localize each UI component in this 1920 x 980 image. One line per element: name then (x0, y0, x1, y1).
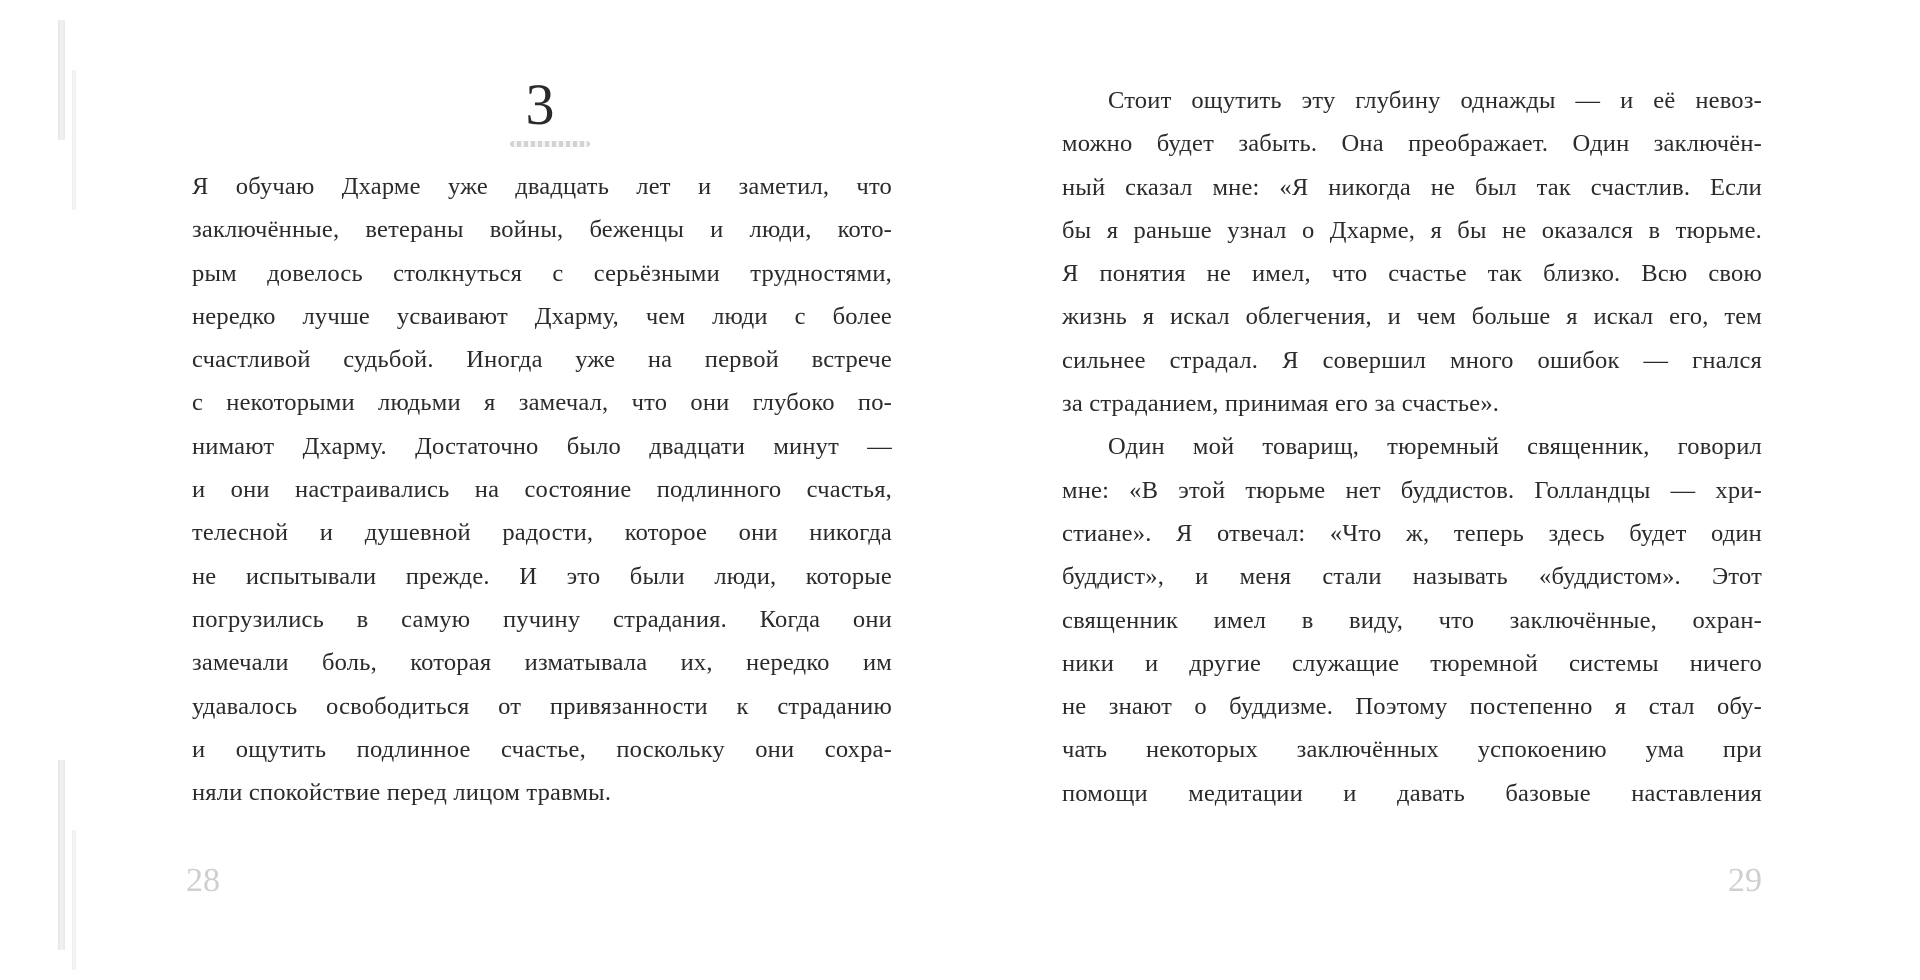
text-line: телесной и душевной радости, которое они никогда (192, 519, 892, 547)
text-line: стиане». Я отвечал: «Что ж, теперь здесь будет один (1062, 519, 1762, 547)
scan-edge-strip (72, 830, 76, 970)
chapter-number: 3 (525, 72, 555, 137)
text-line: Я обучаю Дхарме уже двадцать лет и заметил, что (192, 173, 892, 200)
text-line: нимают Дхарму. Достаточно было двадцати минут — (192, 432, 892, 460)
left-page-text (192, 165, 892, 814)
scan-edge-strip (58, 760, 65, 950)
text-line: бы я раньше узнал о Дхарме, я бы не оказался в тюрьме. (1062, 216, 1762, 244)
right-page-text (1062, 79, 1762, 815)
text-line: Один мой товарищ, тюремный священник, говорил (1108, 433, 1762, 461)
scan-edge-strip (58, 20, 65, 140)
text-line: буддист», и меня стали называть «буддистом». Этот (1062, 563, 1762, 591)
text-line: мне: «В этой тюрьме нет буддистов. Голландцы — хри- (1062, 476, 1762, 504)
text-line: заключённые, ветераны войны, беженцы и люди, кото- (192, 216, 892, 244)
text-line: помощи медитации и давать базовые наставления (1062, 779, 1762, 807)
text-line: Стоит ощутить эту глубину однажды — и её невоз- (1108, 87, 1762, 114)
text-line: ники и другие служащие тюремной системы ничего (1062, 649, 1762, 677)
page-number: 28 (186, 862, 220, 899)
text-line: за страданием, принимая его за счастье». (1062, 390, 1500, 418)
text-line: рым довелось столкнуться с серьёзными трудностями, (192, 259, 892, 287)
scan-edge-strip (72, 70, 76, 210)
page-number: 29 (1728, 862, 1762, 899)
text-line: удавалось освободиться от привязанности к страданию (192, 692, 892, 720)
text-line: Я понятия не имел, что счастье так близко. Всю свою (1062, 260, 1762, 288)
text-line: не испытывали прежде. И это были люди, которые (192, 562, 892, 590)
text-line: жизнь я искал облегчения, и чем больше я искал его, тем (1062, 303, 1762, 331)
text-line: няли спокойствие перед лицом травмы. (192, 779, 612, 807)
chapter-ornament (510, 141, 590, 147)
text-line: с некоторыми людьми я замечал, что они глубоко по- (192, 389, 892, 417)
text-line: нередко лучше усваивают Дхарму, чем люди с более (192, 302, 892, 330)
text-line: сильнее страдал. Я совершил много ошибок — гнался (1062, 346, 1762, 374)
text-line: замечали боль, которая изматывала их, нередко им (192, 649, 892, 677)
text-line: счастливой судьбой. Иногда уже на первой встрече (192, 346, 892, 374)
text-line: чать некоторых заключённых успокоению ума при (1062, 736, 1762, 764)
text-line: и ощутить подлинное счастье, поскольку они сохра- (192, 735, 892, 763)
text-line: можно будет забыть. Она преображает. Один заключён- (1062, 130, 1762, 158)
text-line: погрузились в самую пучину страдания. Когда они (192, 605, 892, 633)
text-line: священник имел в виду, что заключённые, охран- (1062, 606, 1762, 634)
text-line: ный сказал мне: «Я никогда не был так счастлив. Если (1062, 173, 1762, 201)
text-line: и они настраивались на состояние подлинного счастья, (192, 476, 892, 504)
text-line: не знают о буддизме. Поэтому постепенно я стал обу- (1062, 693, 1762, 721)
